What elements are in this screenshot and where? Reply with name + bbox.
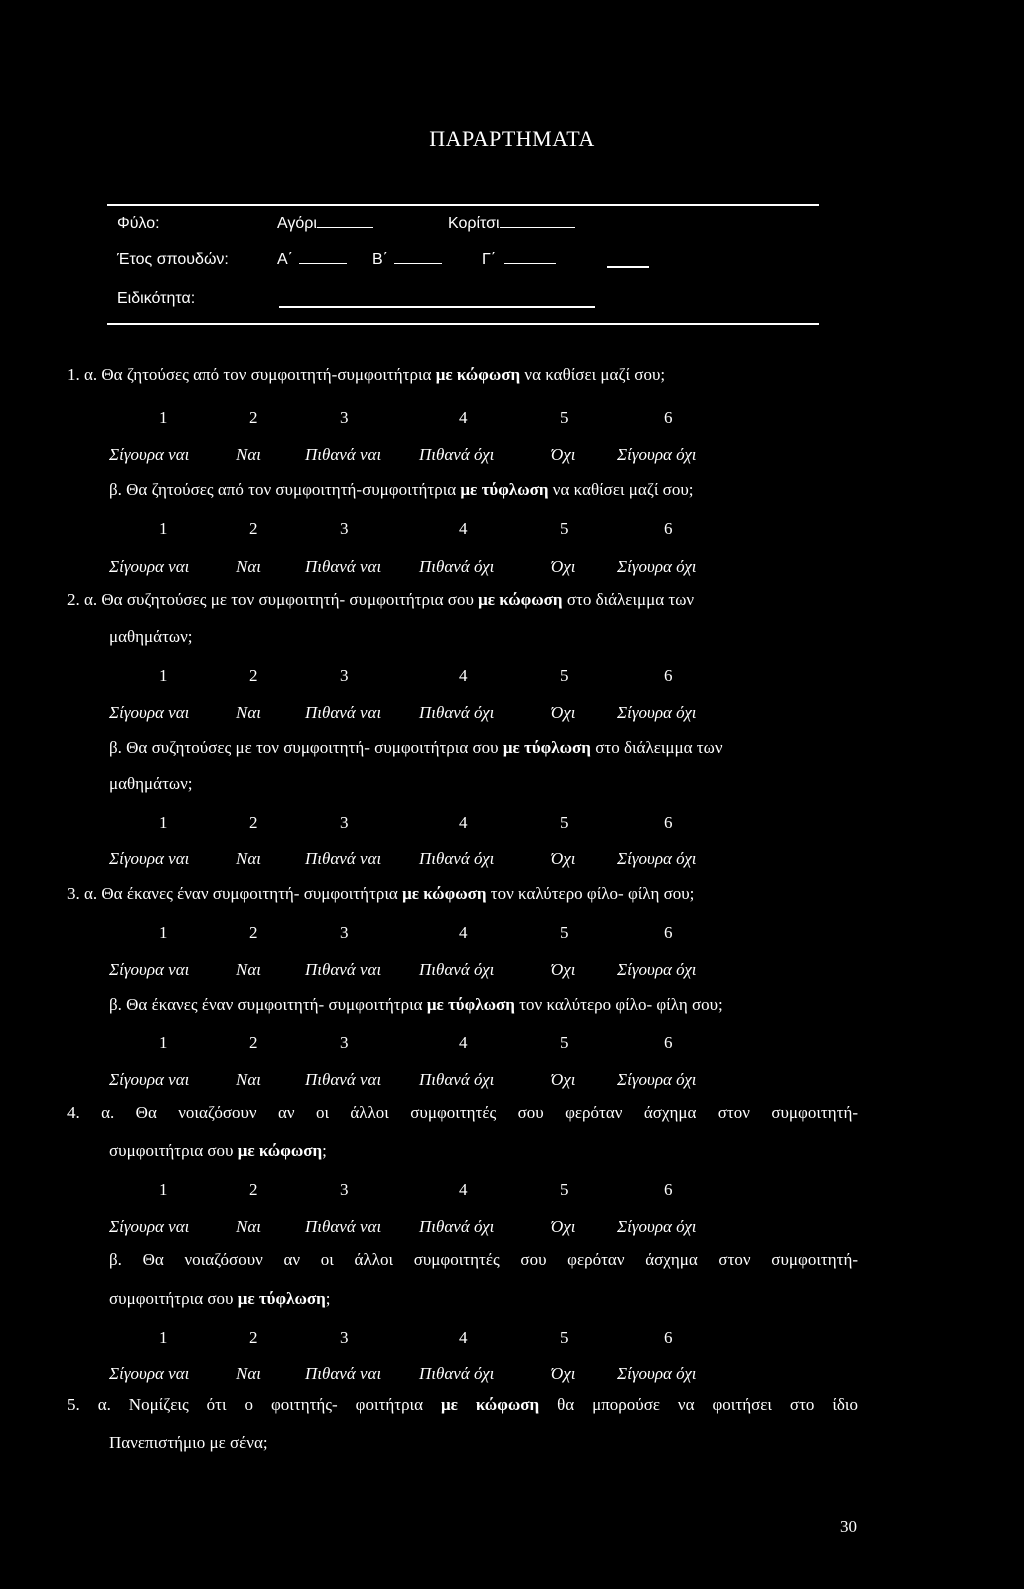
question-post-text: στο διάλειμμα των	[590, 738, 723, 757]
question-bold-text: με κώφωση	[441, 1395, 540, 1414]
question-continuation	[109, 1141, 327, 1161]
question-bold-text: με κώφωση	[478, 590, 563, 609]
question-bold-text: με κώφωση	[402, 884, 487, 903]
scale-option-1[interactable]: Σίγουρα ναι	[109, 703, 190, 722]
scale-option-2[interactable]: Ναι	[236, 557, 261, 576]
scale-numbers	[0, 923, 1024, 947]
year-b-blank[interactable]	[394, 262, 442, 264]
scale-option-3[interactable]: Πιθανά ναι	[305, 960, 382, 979]
scale-number-6[interactable]: 6	[664, 408, 673, 427]
scale-number-5[interactable]: 5	[560, 813, 569, 832]
scale-options	[0, 1364, 1024, 1388]
scale-number-2[interactable]: 2	[249, 408, 258, 427]
scale-option-2[interactable]: Ναι	[236, 1364, 261, 1383]
scale-option-2[interactable]: Ναι	[236, 445, 261, 464]
scale-option-4[interactable]: Πιθανά όχι	[419, 1364, 495, 1383]
year-a-option[interactable]	[277, 251, 347, 269]
scale-number-5[interactable]: 5	[560, 519, 569, 538]
gender-label: Φύλο:	[117, 215, 160, 232]
scale-number-1[interactable]: 1	[159, 408, 168, 427]
scale-option-5[interactable]: Όχι	[551, 849, 576, 868]
scale-number-6[interactable]: 6	[664, 1033, 673, 1052]
scale-option-4[interactable]: Πιθανά όχι	[419, 849, 495, 868]
scale-option-1[interactable]: Σίγουρα ναι	[109, 1070, 190, 1089]
scale-number-6[interactable]: 6	[664, 813, 673, 832]
scale-options	[0, 960, 1024, 984]
scale-number-2[interactable]: 2	[249, 813, 258, 832]
scale-option-1[interactable]: Σίγουρα ναι	[109, 960, 190, 979]
question-text	[67, 1103, 858, 1123]
scale-options	[0, 1217, 1024, 1241]
gender-boy-blank[interactable]	[317, 226, 373, 228]
scale-option-1[interactable]: Σίγουρα ναι	[109, 445, 190, 464]
question-pre-text: 1. α. Θα ζητούσες από τον συμφοιτητή-συμφοιτήτρια	[67, 365, 436, 384]
scale-number-4[interactable]: 4	[459, 1328, 468, 1347]
scale-option-6[interactable]: Σίγουρα όχι	[617, 1217, 697, 1236]
scale-option-5[interactable]: Όχι	[551, 1217, 576, 1236]
scale-option-6[interactable]: Σίγουρα όχι	[617, 445, 697, 464]
scale-number-1[interactable]: 1	[159, 1328, 168, 1347]
scale-option-3[interactable]: Πιθανά ναι	[305, 703, 382, 722]
scale-options	[0, 1070, 1024, 1094]
question-text	[67, 884, 694, 904]
question-post-text: ;	[325, 1289, 331, 1308]
question-continuation: μαθημάτων;	[109, 627, 193, 646]
specialty-label: Ειδικότητα:	[117, 290, 196, 307]
scale-option-3[interactable]: Πιθανά ναι	[305, 849, 382, 868]
scale-number-3[interactable]: 3	[340, 408, 349, 427]
scale-number-2[interactable]: 2	[249, 519, 258, 538]
scale-number-4[interactable]: 4	[459, 923, 468, 942]
scale-option-5[interactable]: Όχι	[551, 960, 576, 979]
scale-number-1[interactable]: 1	[159, 813, 168, 832]
scale-option-4[interactable]: Πιθανά όχι	[419, 1217, 495, 1236]
scale-number-5[interactable]: 5	[560, 408, 569, 427]
scale-options	[0, 703, 1024, 727]
question-text	[109, 995, 723, 1015]
scale-option-6[interactable]: Σίγουρα όχι	[617, 557, 697, 576]
question-text	[67, 1395, 858, 1415]
scale-number-6[interactable]: 6	[664, 1180, 673, 1199]
scale-number-6[interactable]: 6	[664, 1328, 673, 1347]
year-c-blank[interactable]	[504, 262, 556, 264]
question-pre-text: 4. α. Θα νοιαζόσουν αν οι άλλοι συμφοιτητές σου φερόταν άσχημα στον συμφοιτητή-	[67, 1103, 858, 1122]
question-text	[67, 590, 694, 610]
question-bold-text: με κώφωση	[435, 365, 521, 384]
scale-options	[0, 557, 1024, 581]
scale-option-3[interactable]: Πιθανά ναι	[305, 1364, 382, 1383]
scale-options	[0, 445, 1024, 469]
scale-option-4[interactable]: Πιθανά όχι	[419, 445, 495, 464]
scale-number-1[interactable]: 1	[159, 1180, 168, 1199]
page-title: ΠΑΡΑΡΤΗΜΑΤΑ	[429, 126, 595, 151]
scale-number-3[interactable]: 3	[340, 813, 349, 832]
scale-numbers	[0, 813, 1024, 837]
scale-option-6[interactable]: Σίγουρα όχι	[617, 703, 697, 722]
scale-option-1[interactable]: Σίγουρα ναι	[109, 849, 190, 868]
question-pre-text: 2. α. Θα συζητούσες με τον συμφοιτητή- συμφοιτήτρια σου	[67, 590, 479, 609]
scale-number-5[interactable]: 5	[560, 1033, 569, 1052]
scale-numbers	[0, 408, 1024, 432]
scale-number-6[interactable]: 6	[664, 666, 673, 685]
scale-number-2[interactable]: 2	[249, 923, 258, 942]
scale-option-5[interactable]: Όχι	[551, 1070, 576, 1089]
scale-option-5[interactable]: Όχι	[551, 557, 576, 576]
scale-option-4[interactable]: Πιθανά όχι	[419, 960, 495, 979]
scale-option-2[interactable]: Ναι	[236, 703, 261, 722]
scale-number-2[interactable]: 2	[249, 1328, 258, 1347]
scale-option-3[interactable]: Πιθανά ναι	[305, 445, 382, 464]
scale-number-2[interactable]: 2	[249, 666, 258, 685]
question-text	[109, 480, 693, 500]
scale-options	[0, 849, 1024, 873]
question-pre-text: 3. α. Θα έκανες έναν συμφοιτητή- συμφοιτήτρια	[67, 884, 403, 903]
scale-numbers	[0, 1180, 1024, 1204]
scale-number-3[interactable]: 3	[340, 666, 349, 685]
question-post-text: τον καλύτερο φίλο- φίλη σου;	[514, 995, 723, 1014]
gender-boy-label: Αγόρι	[277, 215, 317, 232]
question-pre-text: β. Θα νοιαζόσουν αν οι άλλοι συμφοιτητές σου φερόταν άσχημα στον συμφοιτητή-	[109, 1250, 858, 1269]
question-continuation: Πανεπιστήμιο με σένα;	[109, 1433, 268, 1452]
scale-number-4[interactable]: 4	[459, 1180, 468, 1199]
scale-option-5[interactable]: Όχι	[551, 703, 576, 722]
scale-numbers	[0, 1328, 1024, 1352]
scale-option-1[interactable]: Σίγουρα ναι	[109, 1217, 190, 1236]
scale-option-4[interactable]: Πιθανά όχι	[419, 557, 495, 576]
scale-option-2[interactable]: Ναι	[236, 1217, 261, 1236]
question-pre-text: συμφοιτήτρια σου	[109, 1141, 238, 1160]
scale-option-3[interactable]: Πιθανά ναι	[305, 557, 382, 576]
question-post-text: στο διάλειμμα των	[562, 590, 695, 609]
year-b-label: Β΄	[372, 251, 388, 268]
question-bold-text: με τύφλωση	[502, 738, 591, 757]
scale-numbers	[0, 1033, 1024, 1057]
scale-option-1[interactable]: Σίγουρα ναι	[109, 557, 190, 576]
scale-number-4[interactable]: 4	[459, 666, 468, 685]
question-pre-text: 5. α. Νομίζεις ότι ο φοιτητής- φοιτήτρια	[67, 1395, 441, 1414]
scale-number-1[interactable]: 1	[159, 923, 168, 942]
scale-number-3[interactable]: 3	[340, 519, 349, 538]
scale-number-1[interactable]: 1	[159, 666, 168, 685]
scale-option-6[interactable]: Σίγουρα όχι	[617, 1070, 697, 1089]
question-pre-text: β. Θα συζητούσες με τον συμφοιτητή- συμφοιτήτρια σου	[109, 738, 503, 757]
year-other-blank[interactable]	[607, 266, 649, 268]
scale-number-3[interactable]: 3	[340, 1328, 349, 1347]
top-rule	[107, 204, 819, 206]
scale-option-3[interactable]: Πιθανά ναι	[305, 1070, 382, 1089]
question-post-text: να καθίσει μαζί σου;	[520, 365, 666, 384]
scale-option-6[interactable]: Σίγουρα όχι	[617, 849, 697, 868]
question-bold-text: με τύφλωση	[426, 995, 515, 1014]
year-a-label: Α΄	[277, 251, 293, 268]
scale-option-5[interactable]: Όχι	[551, 1364, 576, 1383]
scale-number-5[interactable]: 5	[560, 1328, 569, 1347]
question-text	[109, 1250, 858, 1270]
page-number: 30	[840, 1517, 857, 1536]
year-label: Έτος σπουδών:	[117, 251, 229, 268]
question-bold-text: με τύφλωση	[460, 480, 549, 499]
question-post-text: ;	[322, 1141, 327, 1160]
question-post-text: να καθίσει μαζί σου;	[548, 480, 694, 499]
scale-option-3[interactable]: Πιθανά ναι	[305, 1217, 382, 1236]
scale-number-6[interactable]: 6	[664, 923, 673, 942]
scale-number-5[interactable]: 5	[560, 1180, 569, 1199]
year-c-option[interactable]	[482, 251, 556, 269]
scale-number-4[interactable]: 4	[459, 408, 468, 427]
scale-number-2[interactable]: 2	[249, 1180, 258, 1199]
gender-girl-option[interactable]	[448, 215, 575, 233]
gender-girl-label: Κορίτσι	[448, 215, 500, 232]
scale-numbers	[0, 519, 1024, 543]
question-post-text: τον καλύτερο φίλο- φίλη σου;	[486, 884, 695, 903]
question-text	[67, 365, 665, 385]
scale-option-6[interactable]: Σίγουρα όχι	[617, 1364, 697, 1383]
scale-number-3[interactable]: 3	[340, 1033, 349, 1052]
scale-number-2[interactable]: 2	[249, 1033, 258, 1052]
question-pre-text: συμφοιτήτρια σου	[109, 1289, 238, 1308]
question-continuation: μαθημάτων;	[109, 774, 193, 793]
gender-boy-option[interactable]	[277, 215, 373, 233]
scale-option-6[interactable]: Σίγουρα όχι	[617, 960, 697, 979]
question-pre-text: β. Θα έκανες έναν συμφοιτητή- συμφοιτήτρια	[109, 995, 427, 1014]
scale-option-4[interactable]: Πιθανά όχι	[419, 703, 495, 722]
scale-number-4[interactable]: 4	[459, 1033, 468, 1052]
scale-option-2[interactable]: Ναι	[236, 1070, 261, 1089]
scale-number-1[interactable]: 1	[159, 519, 168, 538]
question-post-text: θα μπορούσε να φοιτήσει στο ίδιο	[539, 1395, 858, 1414]
scale-option-2[interactable]: Ναι	[236, 960, 261, 979]
scale-number-3[interactable]: 3	[340, 1180, 349, 1199]
question-continuation	[109, 1289, 331, 1309]
scale-number-6[interactable]: 6	[664, 519, 673, 538]
year-c-label: Γ΄	[482, 251, 497, 268]
specialty-blank[interactable]	[279, 306, 595, 308]
gender-girl-blank[interactable]	[500, 226, 575, 228]
bottom-rule	[107, 323, 819, 325]
scale-option-2[interactable]: Ναι	[236, 849, 261, 868]
question-text	[109, 738, 723, 758]
scale-number-5[interactable]: 5	[560, 666, 569, 685]
scale-number-5[interactable]: 5	[560, 923, 569, 942]
question-bold-text: με κώφωση	[237, 1141, 323, 1160]
scale-option-4[interactable]: Πιθανά όχι	[419, 1070, 495, 1089]
question-bold-text: με τύφλωση	[237, 1289, 326, 1308]
scale-numbers	[0, 666, 1024, 690]
scale-number-4[interactable]: 4	[459, 519, 468, 538]
scale-option-5[interactable]: Όχι	[551, 445, 576, 464]
scale-option-1[interactable]: Σίγουρα ναι	[109, 1364, 190, 1383]
question-pre-text: β. Θα ζητούσες από τον συμφοιτητή-συμφοιτήτρια	[109, 480, 461, 499]
scale-number-4[interactable]: 4	[459, 813, 468, 832]
year-b-option[interactable]	[372, 251, 442, 269]
scale-number-3[interactable]: 3	[340, 923, 349, 942]
scale-number-1[interactable]: 1	[159, 1033, 168, 1052]
year-a-blank[interactable]	[299, 262, 347, 264]
